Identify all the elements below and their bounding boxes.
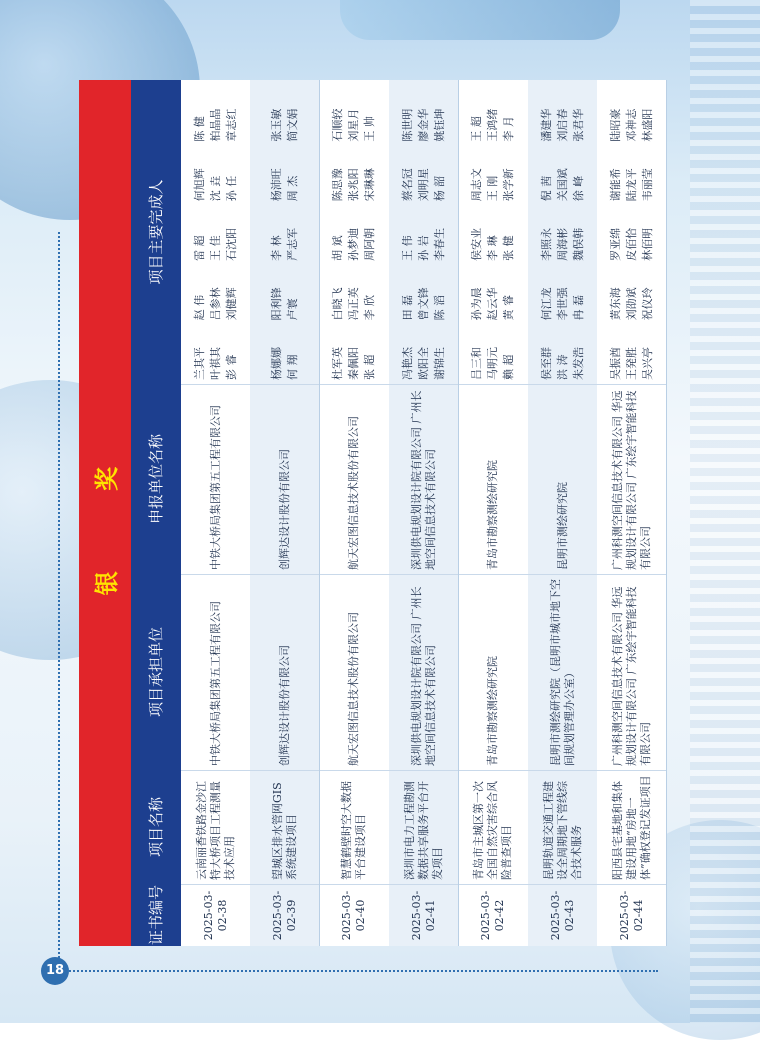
- people-list: [540, 84, 586, 380]
- person-name: 倪 茜: [539, 175, 553, 202]
- person-name: 赵云华: [486, 287, 500, 321]
- people-cell: [250, 80, 319, 384]
- cert-number: 2025-03-02-43: [548, 890, 576, 941]
- person-name: 王 帅: [363, 116, 377, 142]
- person-name: 吴兴亭: [640, 347, 654, 380]
- applicant-cell: [389, 384, 458, 574]
- person-name: 徐 峰: [571, 175, 585, 202]
- person-name: 陈世明: [400, 108, 414, 142]
- people-cell: [320, 80, 389, 384]
- person-name: 沈 垚: [208, 175, 222, 202]
- applicant-cell: [320, 384, 389, 574]
- header-people: 项目主要完成人: [147, 179, 165, 285]
- person-name: 张兆阳: [347, 168, 361, 202]
- person-name: 吕三和: [470, 347, 484, 380]
- project-name: 青岛市主城区第一次全国自然灾害综合风险普查项目: [472, 781, 514, 880]
- cert-number-cell: [597, 884, 666, 946]
- page-number: 18: [41, 957, 69, 985]
- person-name: 宋琳琳: [363, 168, 377, 202]
- person-name: 柏晶晶: [208, 108, 222, 142]
- applicant-cell: [250, 384, 319, 574]
- table-row: [528, 80, 598, 946]
- person-name: 张学新: [502, 168, 516, 202]
- project-name-cell: [320, 770, 389, 884]
- cert-number-cell: [320, 884, 389, 946]
- undertaker: 昆明市测绘研究院（昆明市城市地下空间规划管理办公室）: [548, 579, 576, 766]
- person-name: 关国斌: [555, 168, 569, 202]
- person-name: 祝仪玲: [640, 287, 654, 321]
- person-name: 曾文锋: [416, 287, 430, 321]
- person-name: 李 琳: [486, 235, 500, 261]
- person-name: 张 健: [502, 235, 516, 261]
- person-name: 黄东海: [608, 287, 622, 321]
- person-name: 赖 超: [502, 354, 516, 380]
- person-name: 周 杰: [285, 175, 299, 202]
- project-name-cell: [389, 770, 458, 884]
- person-name: 杨 韶: [432, 175, 446, 202]
- person-name: 朱发浩: [571, 347, 585, 380]
- person-name: 章志红: [224, 108, 238, 142]
- person-name: 孙 岩: [416, 235, 430, 261]
- person-name: 何旭辉: [192, 168, 206, 202]
- person-name: 雷 超: [192, 235, 206, 261]
- person-name: 韦丽莹: [640, 168, 654, 202]
- award-table: [79, 80, 663, 946]
- person-name: 何 翔: [285, 354, 299, 380]
- person-name: 李 欣: [363, 294, 377, 321]
- person-name: 李世强: [555, 287, 569, 321]
- person-name: 王 佳: [208, 235, 222, 261]
- person-name: 邓神志: [624, 108, 638, 142]
- people-list: [470, 84, 516, 380]
- header-applicant: 申报单位名称: [147, 434, 165, 525]
- project-name-cell: [250, 770, 319, 884]
- cert-number: 2025-03-02-44: [617, 890, 645, 941]
- person-name: 吴振酋: [608, 347, 622, 380]
- applicant-cell: [459, 384, 528, 574]
- person-name: 陆龙平: [624, 168, 638, 202]
- cert-number-cell: [389, 884, 458, 946]
- person-name: 林佰明: [640, 227, 654, 261]
- person-name: 何江龙: [539, 287, 553, 321]
- person-name: 皮佰恰: [624, 227, 638, 261]
- undertaker: 青岛市勘察测绘研究院: [486, 656, 500, 766]
- applicant: 中铁大桥局集团第五工程有限公司: [208, 405, 222, 570]
- cert-number: 2025-03-02-42: [479, 890, 507, 941]
- person-name: 黄 睿: [502, 294, 516, 321]
- applicant-cell: [181, 384, 250, 574]
- person-name: 周阿朝: [363, 227, 377, 261]
- person-name: 阳利锋: [269, 287, 283, 321]
- people-cell: [459, 80, 528, 384]
- table-header: [131, 80, 181, 946]
- person-name: 杜军英: [331, 347, 345, 380]
- person-name: 冉 磊: [571, 294, 585, 321]
- applicant: 深圳供电规划设计院有限公司 广州长地空间信息技术有限公司: [409, 390, 437, 570]
- award-title: 银 奖: [93, 430, 121, 596]
- person-name: 魏俣韩: [571, 227, 585, 261]
- award-title-bar: [79, 80, 131, 946]
- cert-number: 2025-03-02-40: [340, 890, 368, 941]
- people-cell: [597, 80, 666, 384]
- undertaker: 航天宏图信息技术股份有限公司: [347, 612, 361, 766]
- table-row: [181, 80, 251, 946]
- person-name: 王鸿绪: [486, 108, 500, 142]
- people-list: [270, 84, 300, 380]
- cert-number-cell: [250, 884, 319, 946]
- person-name: 卢寰: [285, 298, 299, 321]
- applicant-cell: [528, 384, 597, 574]
- people-list: [609, 84, 655, 380]
- person-name: 孙梦迪: [347, 227, 361, 261]
- person-name: 张玉敏: [269, 108, 283, 142]
- dotted-guide-vertical: [58, 232, 60, 962]
- person-name: 石沈阳: [224, 227, 238, 261]
- project-name: 阳西县宅基地和集体建设用地“房地一体”确权登记发证项目: [610, 775, 652, 880]
- project-name: 云南丽香铁路金沙江特大桥项目工程测量技术应用: [194, 781, 236, 880]
- person-name: 张君华: [571, 108, 585, 142]
- person-name: 杨沛旺: [269, 168, 283, 202]
- person-name: 吕参林: [208, 287, 222, 321]
- applicant: 航天宏图信息技术股份有限公司: [347, 416, 361, 570]
- person-name: 冯正英: [347, 287, 361, 321]
- person-name: 廖金华: [416, 108, 430, 142]
- person-name: 刘健辉: [224, 287, 238, 321]
- person-name: 张 超: [363, 354, 377, 380]
- person-name: 刘明星: [416, 168, 430, 202]
- person-name: 李 林: [269, 235, 283, 261]
- dotted-guide-horizontal: [58, 970, 658, 972]
- person-name: 严志军: [285, 227, 299, 261]
- project-name-cell: [181, 770, 250, 884]
- cert-number: 2025-03-02-39: [270, 890, 298, 941]
- person-name: 李春生: [432, 227, 446, 261]
- people-list: [331, 84, 377, 380]
- person-name: 李照永: [539, 227, 553, 261]
- project-name-cell: [459, 770, 528, 884]
- banner-decoration: [340, 0, 620, 40]
- person-name: 王 超: [470, 116, 484, 142]
- undertaker: 深圳供电规划设计院有限公司 广州长地空间信息技术有限公司: [409, 586, 437, 766]
- cert-number: 2025-03-02-38: [201, 890, 229, 941]
- applicant: 创辉达设计股份有限公司: [277, 449, 291, 570]
- person-name: 潘建华: [539, 108, 553, 142]
- project-name: 望城区排水管网GIS系统建设项目: [270, 782, 298, 880]
- applicant: 昆明市测绘研究院: [555, 482, 569, 570]
- people-cell: [389, 80, 458, 384]
- person-name: 周志文: [470, 168, 484, 202]
- table-row: [320, 80, 390, 946]
- applicant: 广州科测空间信息技术有限公司 华远规划设计有限公司 广东绘宇智能科技有限公司: [610, 390, 652, 570]
- undertaker-cell: [597, 574, 666, 770]
- person-name: 林盛阳: [640, 108, 654, 142]
- undertaker-cell: [459, 574, 528, 770]
- project-name: 昆明轨道交通工程建设全周期地下管线综合技术服务: [541, 781, 583, 880]
- person-name: 孙为晨: [470, 287, 484, 321]
- person-name: 罗亚绵: [608, 227, 622, 261]
- undertaker: 中铁大桥局集团第五工程有限公司: [208, 601, 222, 766]
- person-name: 陆昭豪: [608, 108, 622, 142]
- person-name: 兰其平: [192, 347, 206, 380]
- applicant: 青岛市勘察测绘研究院: [486, 460, 500, 570]
- people-list: [401, 84, 447, 380]
- cert-number-cell: [181, 884, 250, 946]
- side-stripe-decoration: [690, 0, 760, 1023]
- person-name: 田 磊: [400, 294, 414, 321]
- table-row: [597, 80, 667, 946]
- person-name: 刘星月: [347, 108, 361, 142]
- undertaker-cell: [320, 574, 389, 770]
- cert-number-cell: [528, 884, 597, 946]
- table-row: [459, 80, 529, 946]
- person-name: 侯至群: [539, 347, 553, 380]
- undertaker: 广州科测空间信息技术有限公司 华远规划设计有限公司 广东绘宇智能科技有限公司: [610, 586, 652, 766]
- header-cert-no: 证书编号: [147, 885, 165, 946]
- person-name: 孙 任: [224, 175, 238, 202]
- person-name: 王 刚: [486, 175, 500, 202]
- person-name: 马明元: [486, 347, 500, 380]
- person-name: 陈思豫: [331, 168, 345, 202]
- person-name: 洪 涛: [555, 354, 569, 380]
- person-name: 冯艳杰: [400, 347, 414, 380]
- person-name: 谢能希: [608, 168, 622, 202]
- people-list: [193, 84, 239, 380]
- person-name: 彭 睿: [224, 354, 238, 380]
- project-name: 智慧鹤壁时空大数据平台建设项目: [340, 781, 368, 880]
- person-name: 周海彬: [555, 227, 569, 261]
- person-name: 胡 斌: [331, 235, 345, 261]
- project-name-cell: [597, 770, 666, 884]
- undertaker-cell: [250, 574, 319, 770]
- person-name: 王 伟: [400, 235, 414, 261]
- person-name: 蔡名冠: [400, 168, 414, 202]
- people-cell: [528, 80, 597, 384]
- person-name: 姚钰坤: [432, 108, 446, 142]
- person-name: 刘启春: [555, 108, 569, 142]
- applicant-cell: [597, 384, 666, 574]
- person-name: 侯安业: [470, 227, 484, 261]
- person-name: 王発胜: [624, 347, 638, 380]
- undertaker: 创辉达设计股份有限公司: [277, 645, 291, 766]
- person-name: 欧阳全: [416, 347, 430, 380]
- undertaker-cell: [389, 574, 458, 770]
- person-name: 简文娟: [285, 108, 299, 142]
- table-row: [250, 80, 320, 946]
- project-name: 深圳市电力工程勘测数据共享服务平台开发项目: [402, 781, 444, 880]
- person-name: 谢锦生: [432, 347, 446, 380]
- person-name: 杨娜娜: [269, 347, 283, 380]
- cert-number: 2025-03-02-41: [409, 890, 437, 941]
- person-name: 石顺较: [331, 108, 345, 142]
- header-undertaker: 项目承担单位: [147, 627, 165, 718]
- person-name: 白晓飞: [331, 287, 345, 321]
- person-name: 刘劭斌: [624, 287, 638, 321]
- undertaker-cell: [181, 574, 250, 770]
- cert-number-cell: [459, 884, 528, 946]
- table-row: [389, 80, 459, 946]
- person-name: 李 月: [502, 116, 516, 142]
- person-name: 赵 伟: [192, 294, 206, 321]
- person-name: 秦佩阳: [347, 347, 361, 380]
- person-name: 陈 健: [192, 116, 206, 142]
- people-cell: [181, 80, 250, 384]
- project-name-cell: [528, 770, 597, 884]
- undertaker-cell: [528, 574, 597, 770]
- person-name: 叶祺其: [208, 347, 222, 380]
- person-name: 陈 滔: [432, 294, 446, 321]
- header-project-name: 项目名称: [147, 797, 165, 858]
